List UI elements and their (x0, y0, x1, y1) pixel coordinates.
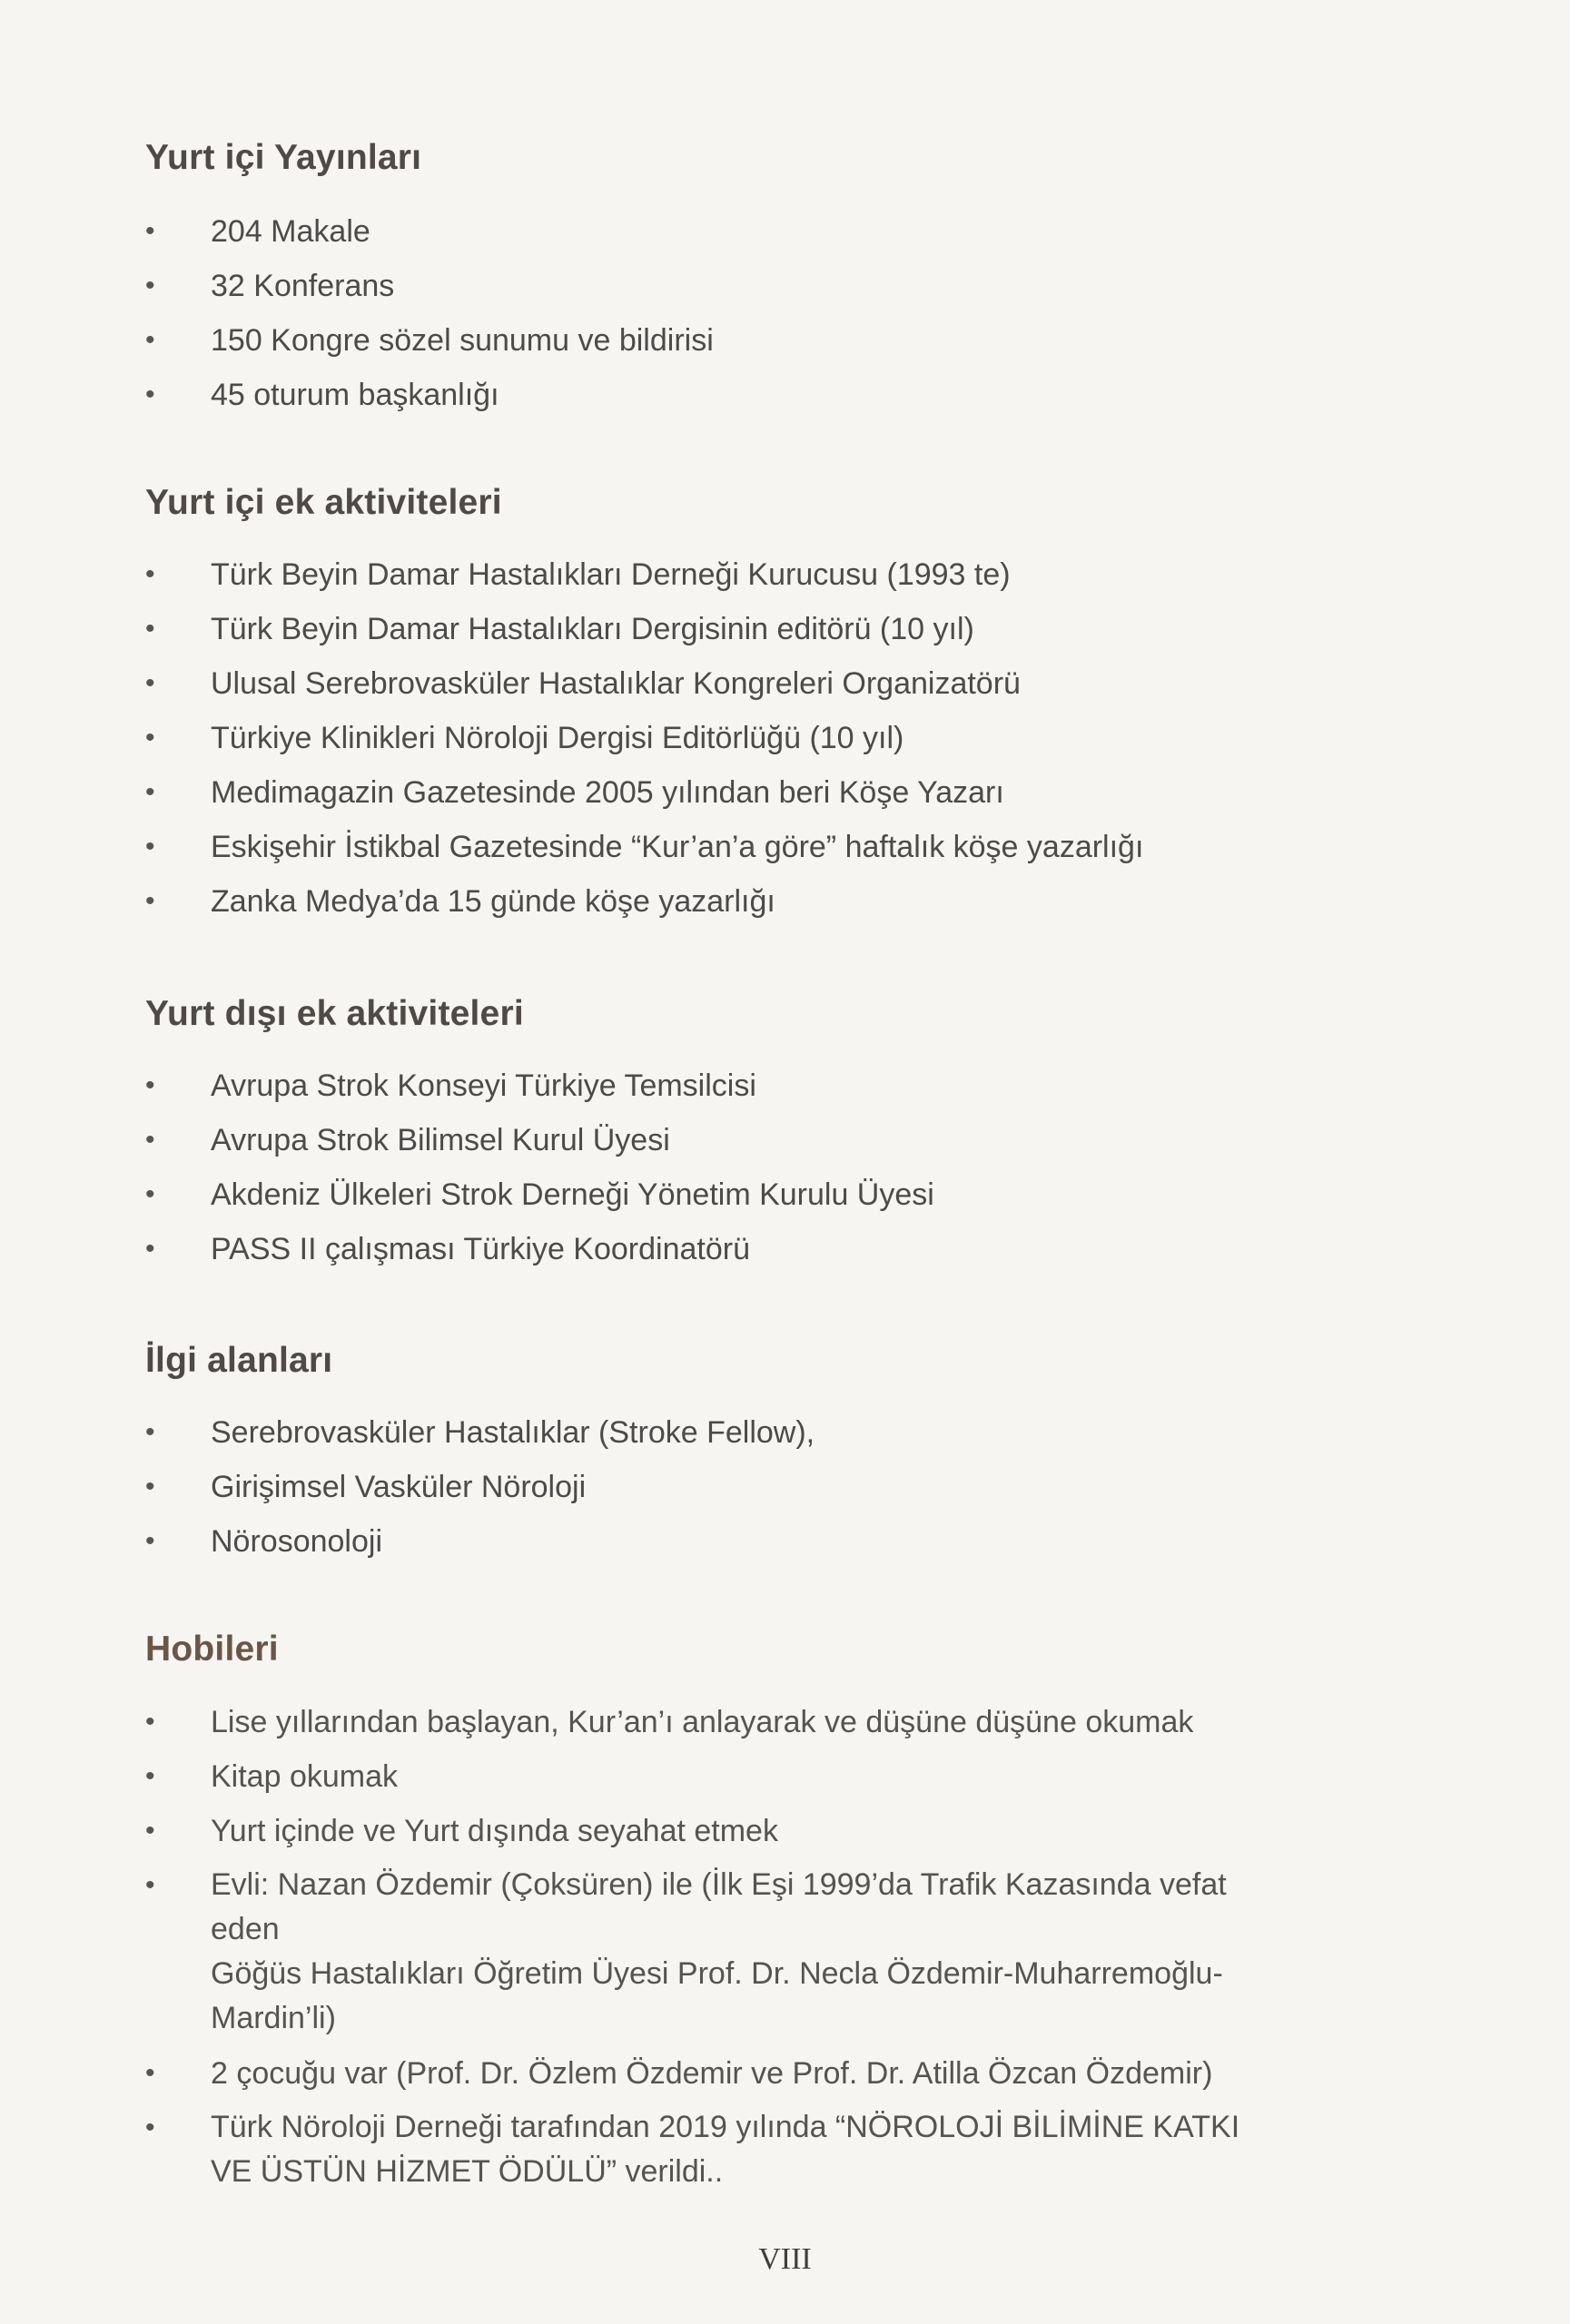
section-title-hobbies: Hobileri (145, 1630, 279, 1669)
bullet-icon: • (145, 1125, 155, 1155)
list-item: • Zanka Medya’da 15 günde köşe yazarlığı (145, 874, 1353, 929)
list-item: • 150 Kongre sözel sunumu ve bildirisi (145, 313, 1353, 368)
list-item: • Kitap okumak (145, 1749, 1353, 1804)
list-item: • PASS II çalışması Türkiye Koordinatörü (145, 1222, 1353, 1276)
interests-list (145, 1405, 1353, 1569)
bullet-icon: • (145, 559, 155, 589)
bullet-icon: • (145, 1070, 155, 1100)
bullet-icon: • (145, 723, 155, 753)
list-item: • Girişimsel Vasküler Nöroloji (145, 1460, 1353, 1514)
list-item-spouse: • Evli: Nazan Özdemir (Çoksüren) ile (İlk Eşi 1999’da Trafik Kazasında vefat eden Göğüs Hastalıkları Öğretim Üyesi Prof. Dr. Necla Özdemir-Muharremoğlu- Mardin’li) (145, 1858, 1353, 2046)
bullet-icon: • (145, 668, 155, 698)
bullet-icon: • (145, 2112, 155, 2142)
list-item: • Türk Beyin Damar Hastalıkları Dergisinin editörü (10 yıl) (145, 602, 1353, 656)
list-item: • Yurt içinde ve Yurt dışında seyahat etmek (145, 1804, 1353, 1858)
list-item: • 45 oturum başkanlığı (145, 368, 1353, 422)
bullet-icon: • (145, 325, 155, 355)
list-item: • Avrupa Strok Bilimsel Kurul Üyesi (145, 1113, 1353, 1167)
bullet-icon: • (145, 1761, 155, 1791)
list-item: • Avrupa Strok Konseyi Türkiye Temsilcisi (145, 1059, 1353, 1113)
section-title-interests: İlgi alanları (145, 1341, 333, 1380)
bullet-icon: • (145, 1472, 155, 1502)
list-item: • Ulusal Serebrovasküler Hastalıklar Kongreleri Organizatörü (145, 656, 1353, 711)
list-item: • Akdeniz Ülkeleri Strok Derneği Yönetim Kurulu Üyesi (145, 1167, 1353, 1222)
hobbies-list (145, 1695, 1353, 2200)
section-title-domestic-activities: Yurt içi ek aktiviteleri (145, 483, 502, 522)
list-item: • Nörosonoloji (145, 1514, 1353, 1569)
bullet-icon: • (145, 1417, 155, 1447)
section-title-international-activities: Yurt dışı ek aktiviteleri (145, 994, 524, 1033)
bullet-icon: • (145, 614, 155, 644)
list-item: • Medimagazin Gazetesinde 2005 yılından beri Köşe Yazarı (145, 765, 1353, 820)
list-item: • Serebrovasküler Hastalıklar (Stroke Fellow), (145, 1405, 1353, 1460)
list-item-children: • 2 çocuğu var (Prof. Dr. Özlem Özdemir ve Prof. Dr. Atilla Özcan Özdemir) (145, 2046, 1353, 2101)
list-item: • Lise yıllarından başlayan, Kur’an’ı anlayarak ve düşüne düşüne okumak (145, 1695, 1353, 1749)
domestic-activities-list (145, 547, 1353, 929)
bullet-icon: • (145, 379, 155, 409)
bullet-icon: • (145, 271, 155, 300)
list-item-award: • Türk Nöroloji Derneği tarafından 2019 yılında “NÖROLOJİ BİLİMİNE KATKI VE ÜSTÜN HİZMET ÖDÜLÜ” verildi.. (145, 2101, 1353, 2200)
page-number: VIII (758, 2242, 812, 2276)
list-item: • Türk Beyin Damar Hastalıkları Derneği Kurucusu (1993 te) (145, 547, 1353, 602)
list-item: • 32 Konferans (145, 259, 1353, 313)
list-item: • Türkiye Klinikleri Nöroloji Dergisi Editörlüğü (10 yıl) (145, 711, 1353, 765)
bullet-icon: • (145, 2058, 155, 2088)
bullet-icon: • (145, 832, 155, 862)
international-activities-list (145, 1059, 1353, 1276)
bullet-icon: • (145, 1526, 155, 1556)
bullet-icon: • (145, 1707, 155, 1737)
domestic-publications-list (145, 204, 1353, 422)
bullet-icon: • (145, 777, 155, 807)
bullet-icon: • (145, 886, 155, 916)
bullet-icon: • (145, 1179, 155, 1209)
bullet-icon: • (145, 1870, 155, 1900)
list-item: • Eskişehir İstikbal Gazetesinde “Kur’an’a göre” haftalık köşe yazarlığı (145, 820, 1353, 874)
bullet-icon: • (145, 1234, 155, 1264)
list-item: • 204 Makale (145, 204, 1353, 259)
section-title-domestic-publications: Yurt içi Yayınları (145, 138, 422, 177)
bullet-icon: • (145, 216, 155, 246)
bullet-icon: • (145, 1816, 155, 1846)
